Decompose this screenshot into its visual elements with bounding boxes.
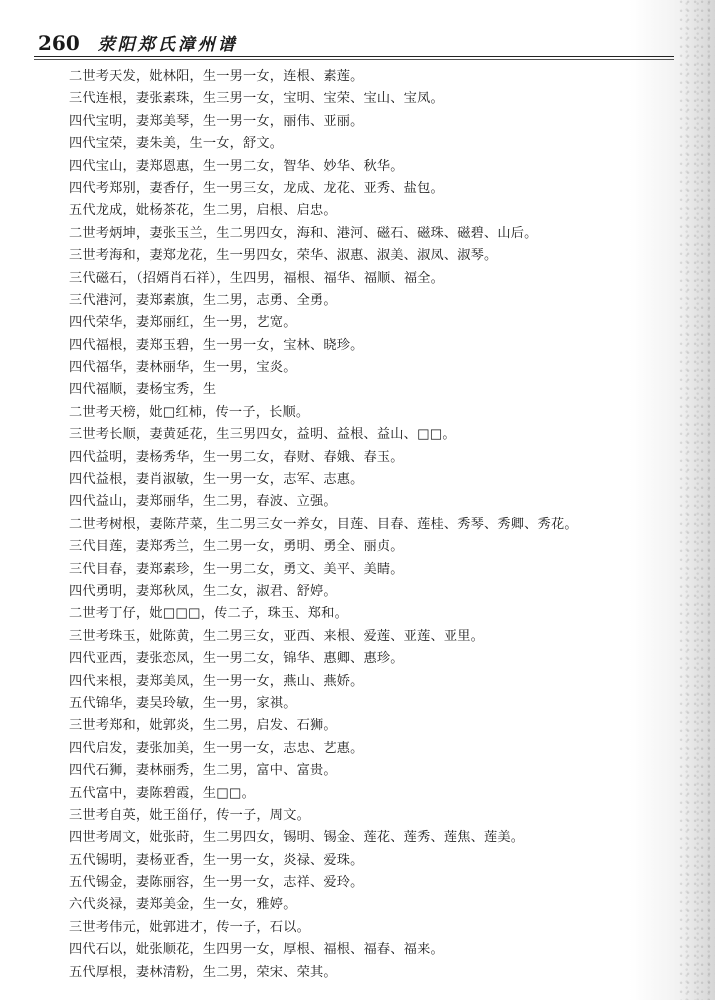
text-line: 二世考天榜，妣□红柿，传一子，长顺。 bbox=[69, 404, 310, 420]
text-line: 四代石以，妣张顺花，生四男一女，厚根、福根、福春、福来。 bbox=[69, 942, 444, 958]
text-line: 三代连根，妻张素珠，生三男一女，宝明、宝荣、宝山、宝凤。 bbox=[69, 91, 444, 107]
text-line: 四代宝明，妻郑美琴，生一男一女，丽伟、亚丽。 bbox=[69, 113, 364, 129]
text-line: 三世考珠玉，妣陈黄，生二男三女，亚西、来根、爱莲、亚莲、亚里。 bbox=[69, 628, 485, 644]
text-line: 三世考郑和，妣郭炎，生二男，启发、石狮。 bbox=[69, 718, 337, 734]
text-line: 四代考郑别，妻香仔，生一男三女，龙成、龙花、亚秀、盐包。 bbox=[69, 180, 444, 196]
page-edge-shadow bbox=[679, 0, 715, 1000]
text-line: 四代福顺，妻杨宝秀，生 bbox=[69, 382, 217, 398]
text-line: 三代港河，妻郑素旗，生二男，志勇、全勇。 bbox=[69, 292, 337, 308]
genealogy-text bbox=[69, 66, 669, 984]
text-line: 五代富中，妻陈碧霞，生□□。 bbox=[69, 785, 255, 801]
header-rule-thin bbox=[34, 59, 674, 60]
text-line: 六代炎禄，妻郑美金，生一女，雅婷。 bbox=[69, 897, 297, 913]
text-line: 三世考长顺，妻黄延花，生三男四女，益明、益根、益山、□□。 bbox=[69, 427, 456, 443]
page-number: 260 bbox=[38, 31, 80, 55]
text-line: 三世考自英，妣王甾仔，传一子，周文。 bbox=[69, 807, 310, 823]
text-line: 三代磁石，（招婿肖石祥），生四男，福根、福华、福顺、福全。 bbox=[69, 270, 445, 286]
text-line: 五代龙成，妣杨茶花，生二男，启根、启忠。 bbox=[69, 203, 337, 219]
book-title: 荥阳郑氏漳州谱 bbox=[97, 35, 238, 55]
text-line: 四代益明，妻杨秀华，生一男二女，春财、春娥、春玉。 bbox=[69, 449, 404, 465]
text-line: 二世考炳坤，妻张玉兰，生二男四女，海和、港河、磁石、磁珠、磁碧、山后。 bbox=[69, 225, 538, 241]
text-line: 三世考海和，妻郑龙花，生一男四女，荣华、淑惠、淑美、淑凤、淑琴。 bbox=[69, 248, 498, 264]
text-line: 二世考天发，妣林阳，生一男一女，连根、素莲。 bbox=[69, 69, 364, 84]
text-line: 五代锡明，妻杨亚香，生一男一女，炎禄、爱珠。 bbox=[69, 852, 364, 868]
text-line: 四代启发，妻张加美，生一男一女，志忠、艺惠。 bbox=[69, 740, 364, 756]
text-line: 二世考丁仔，妣□□□，传二子，珠玉、郑和。 bbox=[69, 606, 348, 622]
text-line: 四代宝山，妻郑恩惠，生一男二女，智华、妙华、秋华。 bbox=[69, 158, 404, 174]
text-line: 四代福根，妻郑玉碧，生一男一女，宝林、晓珍。 bbox=[69, 337, 364, 353]
text-line: 四代宝荣，妻朱美，生一女，舒文。 bbox=[69, 136, 284, 152]
text-line: 四代益根，妻肖淑敏，生一男一女，志军、志惠。 bbox=[69, 472, 364, 488]
text-line: 四世考周文，妣张莳，生二男四女，锡明、锡金、莲花、莲秀、莲焦、莲美。 bbox=[69, 830, 525, 846]
text-line: 三代目莲，妻郑秀兰，生二男一女，勇明、勇全、丽贞。 bbox=[69, 539, 404, 555]
text-line: 五代厚根，妻林清粉，生二男，荣宋、荣其。 bbox=[69, 964, 337, 980]
text-line: 四代勇明，妻郑秋凤，生二女，淑君、舒婷。 bbox=[69, 583, 337, 599]
text-line: 四代石狮，妻林丽秀，生二男，富中、富贵。 bbox=[69, 763, 337, 779]
text-line: 五代锡金，妻陈丽容，生一男一女，志祥、爱玲。 bbox=[69, 875, 364, 891]
text-line: 四代福华，妻林丽华，生一男，宝炎。 bbox=[69, 360, 297, 376]
header-rule bbox=[34, 56, 674, 57]
text-line: 四代来根，妻郑美凤，生一男一女，燕山、燕娇。 bbox=[69, 673, 364, 689]
text-line: 三代目春，妻郑素珍，生一男二女，勇文、美平、美睛。 bbox=[69, 561, 404, 577]
text-line: 四代益山，妻郑丽华，生二男，春波、立强。 bbox=[69, 494, 337, 510]
text-line: 四代亚西，妻张恋凤，生一男二女，锦华、惠卿、惠珍。 bbox=[69, 651, 404, 667]
text-line: 五代锦华，妻吴玲敏，生一男，家祺。 bbox=[69, 695, 297, 711]
page-header bbox=[38, 30, 238, 56]
text-line: 三世考伟元，妣郭进才，传一子，石以。 bbox=[69, 919, 310, 935]
text-line: 二世考树根，妻陈芹菜，生二男三女一养女，目莲、目春、莲桂、秀琴、秀卿、秀花。 bbox=[69, 516, 578, 532]
text-line: 四代荣华，妻郑丽红，生一男，艺宽。 bbox=[69, 315, 297, 331]
